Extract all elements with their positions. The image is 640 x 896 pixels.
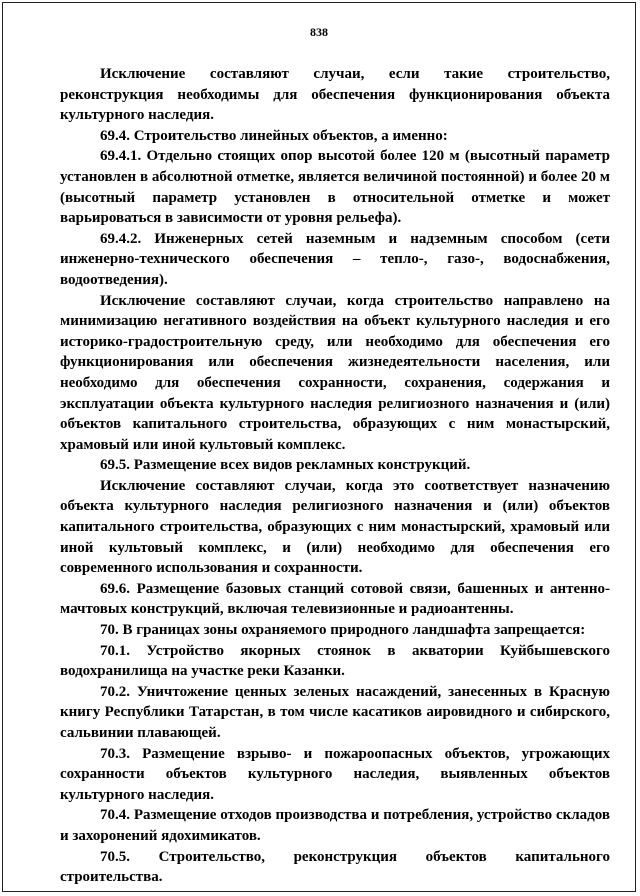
paragraph: 69.4.1. Отдельно стоящих опор высотой более 120 м (высотный параметр установлен в абсолютной отметке, является величиной постоянной) и более 20 м (высотный параметр установлен в относительной отметке и может варьироваться в зависимости от уровня рельефа).: [60, 148, 610, 227]
document-body: [60, 64, 610, 888]
paragraph: 70.5. Строительство, реконструкция объектов капитального строительства.: [60, 848, 610, 886]
paragraph: 70.4. Размещение отходов производства и потребления, устройство складов и захоронений ядохимикатов.: [60, 807, 610, 844]
paragraph: 70. В границах зоны охраняемого природного ландшафта запрещается:: [100, 622, 586, 639]
paragraph: 70.2. Уничтожение ценных зеленых насаждений, занесенных в Красную книгу Республики Татарстан, в том числе касатиков аировидного и сибирского, сальвинии плавающей.: [60, 683, 610, 741]
paragraph: 69.6. Размещение базовых станций сотовой связи, башенных и антенно-мачтовых конструкций, включая телевизионные и радиоантенны.: [60, 580, 610, 618]
paragraph: 70.3. Размещение взрыво- и пожароопасных объектов, угрожающих сохранности объектов культурного наследия, выявленных объектов культурного наследия.: [60, 745, 610, 803]
paragraph: Исключение составляют случаи, когда это соответствует назначению объекта культурного наследия религиозного назначения и (или) объектов капитального строительства, образующих с ним монастырский, храмовый или иной культовый комплекс, и (или) необходимо для обеспечения его современного использования и сохранности.: [60, 477, 610, 577]
paragraph: 70.1. Устройство якорных стоянок в акватории Куйбышевского водохранилища на участке реки Казанки.: [60, 642, 610, 680]
paragraph: Исключение составляют случаи, когда строительство направлено на минимизацию негативного воздействия на объект культурного наследия и его историко-градостроительную среду, или необходимо для обеспечения его функционирования или обеспечения жизнедеятельности населения, или необходимо для обеспечения сохранности, сохранения, содержания и эксплуатации объекта культурного наследия религиозного назначения и (или) объектов капитального строительства, образующих с ним монастырский, храмовый или иной культовый комплекс.: [60, 292, 610, 453]
paragraph: Исключение составляют случаи, если такие строительство, реконструкция необходимы для обеспечения функционирования объекта культурного наследия.: [60, 66, 610, 124]
paragraph: 69.5. Размещение всех видов рекламных конструкций.: [100, 457, 471, 474]
paragraph: 69.4.2. Инженерных сетей наземным и надземным способом (сети инженерно-технического обеспечения – тепло-, газо-, водоснабжения, водоотведения).: [60, 230, 610, 288]
paragraph: 69.4. Строительство линейных объектов, а именно:: [100, 127, 448, 144]
page-number: 838: [310, 25, 328, 39]
document-page: [2, 2, 636, 892]
